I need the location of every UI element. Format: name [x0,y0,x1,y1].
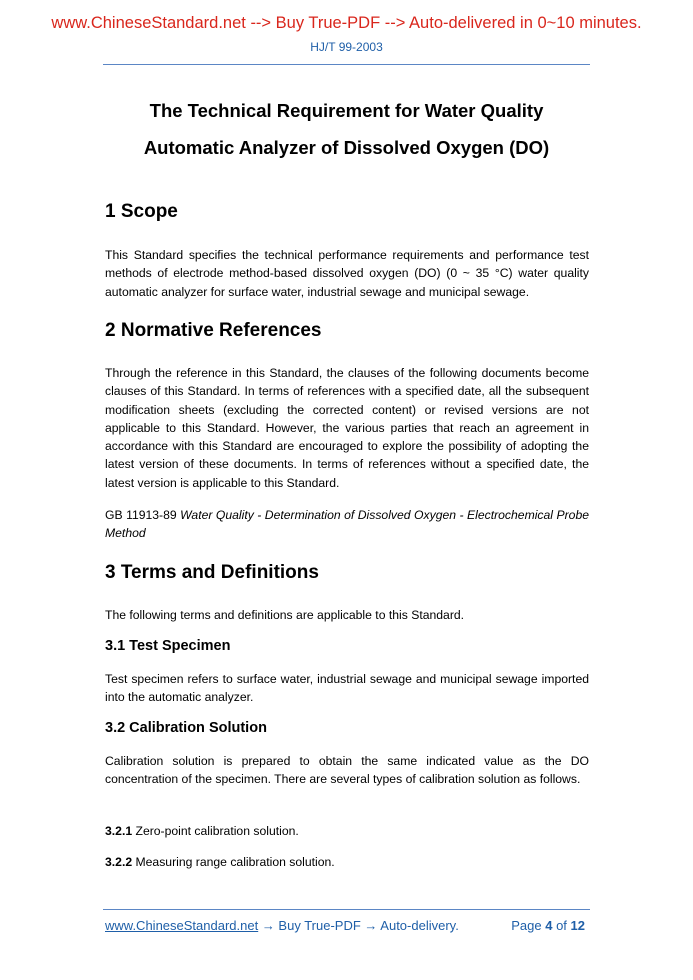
section-heading: 2 Normative References [105,320,322,341]
title-line-1: The Technical Requirement for Water Quality [149,100,544,121]
reference-title: Water Quality - Determination of Dissolved Oxygen - Electrochemical Probe Method [105,508,589,541]
page-label: Page [511,918,542,933]
document-title [0,92,693,166]
page-total: 12 [570,918,585,933]
list-item [105,822,589,840]
footer-divider [103,909,590,910]
paragraph: Through the reference in this Standard, the clauses of the following documents become clauses of this Standard. In terms of references with a specified date, all the subsequent modification sheets (excluding the corrected content) or revised versions are not applicable to this Standard. However, the various parties that reach an agreement in accordance with this Standard are encouraged to explore the possibility of adopting the latest version of these documents. In terms of references without a specified date, the latest version is applicable to this Standard. [105,366,589,490]
references-body-block [105,364,589,492]
subsection-calibration-solution [105,720,589,736]
item-text: Measuring range calibration solution. [132,855,335,869]
paragraph: The following terms and definitions are applicable to this Standard. [105,608,465,622]
subsection-heading: 3.2 Calibration Solution [105,720,267,736]
terms-intro-block [105,606,589,624]
list-item-text [105,853,589,871]
section-heading: 1 Scope [105,201,178,222]
promo-banner[interactable]: www.ChineseStandard.net --> Buy True-PDF --> Auto-delivered in 0~10 minutes. [51,14,642,32]
section-heading: 3 Terms and Definitions [105,562,319,583]
list-item [105,853,589,871]
paragraph: Test specimen refers to surface water, industrial sewage and municipal sewage imported into the automatic analyzer. [105,672,589,705]
reference-entry [105,506,589,543]
standard-code: HJ/T 99-2003 [310,40,383,54]
header-divider [103,64,590,65]
page-current: 4 [545,918,553,933]
paragraph: Calibration solution is prepared to obtain the same indicated value as the DO concentration of the specimen. There are several types of calibration solution as follows. [105,754,589,787]
subsection-test-specimen [105,638,589,654]
test-specimen-body-block [105,670,589,707]
reference-line [105,506,589,543]
reference-code: GB 11913-89 [105,508,177,522]
calibration-body-block [105,752,589,789]
footer-tail-text: → Buy True-PDF → Auto-delivery. [258,918,459,933]
item-text: Zero-point calibration solution. [132,824,299,838]
footer-site-link[interactable]: www.ChineseStandard.net [105,918,259,933]
item-number: 3.2.2 [105,855,133,869]
scope-body-block [105,246,589,301]
section-references [105,320,589,342]
title-line-2: Automatic Analyzer of Dissolved Oxygen (DO) [143,137,550,158]
item-number: 3.2.1 [105,824,133,838]
list-item-text [105,822,589,840]
page-of: of [556,918,567,933]
paragraph: This Standard specifies the technical performance requirements and performance test methods of electrode method-based dissolved oxygen (DO) (0 ~ 35 °C) water quality automatic analyzer for surface water, industrial sewage and municipal sewage. [105,248,589,299]
subsection-heading: 3.1 Test Specimen [105,638,231,654]
section-scope [105,201,589,223]
section-terms [105,562,589,584]
page-indicator [511,918,585,933]
page-footer [105,918,589,933]
